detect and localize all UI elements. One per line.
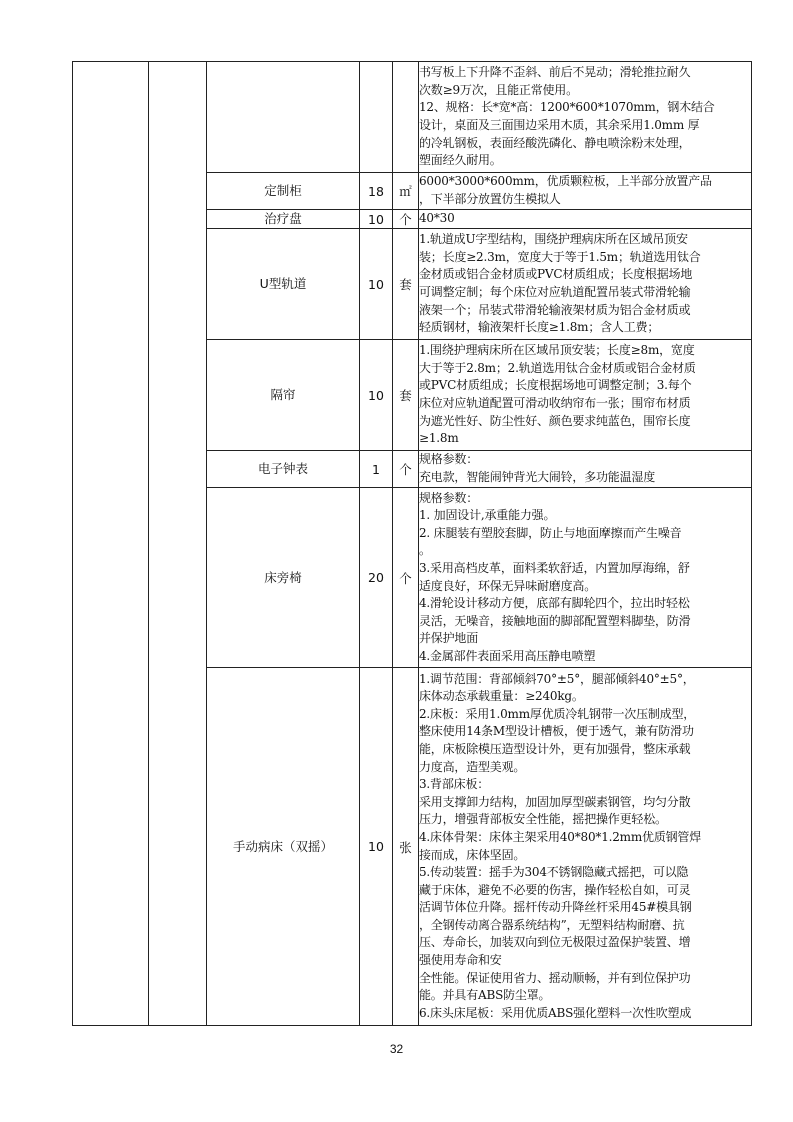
item-unit: 个 <box>393 210 419 229</box>
item-specification <box>419 229 752 340</box>
spec-line: 液架一个；吊装式带滑轮输液架材质为铝合金材质或 <box>419 302 691 317</box>
page-number: 32 <box>389 1042 404 1056</box>
item-quantity: 18 <box>360 173 393 210</box>
item-quantity: 10 <box>360 340 393 451</box>
spec-line: 4.床体骨架：床体主架采用40*80*1.2mm优质钢管焊 <box>419 829 702 844</box>
spec-line: 强使用寿命和安 <box>419 953 502 968</box>
spec-line: 整床使用14条M型设计槽板，便于透气，兼有防滑功 <box>419 724 694 739</box>
item-unit: 套 <box>393 229 419 340</box>
spec-line: 塑面经久耐用。 <box>419 153 502 168</box>
item-specification <box>419 668 752 1026</box>
item-name: 床旁椅 <box>207 488 360 668</box>
merged-category-cell <box>149 62 207 1026</box>
item-specification <box>419 62 752 173</box>
spec-line: 压、寿命长，加装双向到位无极限过盈保护装置、增 <box>419 935 691 950</box>
spec-line: 12、规格：长*宽*高：1200*600*1070mm，钢木结合 <box>419 100 715 115</box>
item-specification <box>419 173 752 210</box>
spec-line: 6000*3000*600mm，优质颗粒板，上半部分放置产品 <box>419 174 712 189</box>
spec-line: 能。并具有ABS防尘罩。 <box>419 988 551 1003</box>
equipment-spec-table <box>72 61 752 1026</box>
spec-line: 规格参数： <box>419 452 479 467</box>
item-name: 电子钟表 <box>207 451 360 488</box>
spec-line: 书写板上下升降不歪斜、前后不晃动；滑轮推拉耐久 <box>419 65 691 80</box>
item-unit: 个 <box>393 451 419 488</box>
spec-line: 灵活，无噪音，接触地面的脚部配置塑料脚垫，防滑 <box>419 613 691 628</box>
item-name: U型轨道 <box>207 229 360 340</box>
item-unit: 个 <box>393 488 419 668</box>
spec-line: 可调整定制；每个床位对应轨道配置吊装式带滑轮输 <box>419 285 691 299</box>
merged-index-cell <box>73 62 149 1026</box>
spec-line: 6.床头床尾板：采用优质ABS强化塑料一次性吹塑成 <box>419 1005 692 1020</box>
item-name: 隔帘 <box>207 340 360 451</box>
spec-line: 采用支撑卸力结构，加固加厚型碳素钢管，均匀分散 <box>419 794 691 809</box>
item-name: 手动病床（双摇） <box>207 668 360 1026</box>
spec-line: ，全钢传动离合器系统结构”，无塑料结构耐磨、抗 <box>419 917 685 932</box>
spec-line: 压力，增强背部板安全性能，摇把操作更轻松。 <box>419 812 667 827</box>
spec-line: 全性能。保证使用省力、摇动顺畅，并有到位保护功 <box>419 970 691 985</box>
item-unit: ㎡ <box>393 173 419 210</box>
spec-line: 2.床板：采用1.0mm厚优质冷轧钢带一次压制成型， <box>419 706 696 721</box>
spec-line: 适度良好，环保无异味耐磨度高。 <box>419 578 597 593</box>
spec-line: 1.轨道成U字型结构，围绕护理病床所在区域吊顶安 <box>419 232 688 247</box>
spec-line: 大于等于2.8m；2.轨道选用钛合金材质或铝合金材质 <box>419 360 696 375</box>
item-unit: 套 <box>393 340 419 451</box>
item-quantity: 1 <box>360 451 393 488</box>
spec-line: 4.滑轮设计移动方便，底部有脚轮四个，拉出时轻松 <box>419 596 690 611</box>
spec-line: 1.围绕护理病床所在区域吊顶安装；长度≥8m，宽度 <box>419 343 695 358</box>
spec-line: 设计，桌面及三面围边采用木质，其余采用1.0mm 厚 <box>419 118 700 132</box>
spec-line: ≥1.8m <box>419 431 459 446</box>
spec-line: 5.传动装置：摇手为304不锈钢隐藏式摇把，可以隐 <box>419 865 689 880</box>
item-name <box>207 62 360 173</box>
spec-line: 床位对应轨道配置可滑动收纳帘布一张；围帘布材质 <box>419 396 691 410</box>
spec-line: 装；长度≥2.3m，宽度大于等于1.5m；轨道选用钛合 <box>419 249 701 264</box>
spec-line: 力度高，造型美观。 <box>419 759 526 774</box>
spec-line: 活调节体位升降。摇杆传动升降丝杆采用45#模具钢 <box>419 900 692 915</box>
item-specification <box>419 210 752 229</box>
item-quantity: 20 <box>360 488 393 668</box>
spec-line: 或PVC材质组成；长度根据场地可调整定制；3.每个 <box>419 378 692 393</box>
spec-line: 次数≥9万次，且能正常使用。 <box>419 82 578 97</box>
item-name: 治疗盘 <box>207 210 360 229</box>
item-name: 定制柜 <box>207 173 360 210</box>
spec-line: 1. 加固设计,承重能力强。 <box>419 508 556 523</box>
spec-line: 的冷轧钢板，表面经酸洗磷化、静电喷涂粉末处理， <box>419 135 691 150</box>
item-quantity: 10 <box>360 210 393 229</box>
spec-line: 1.调节范围：背部倾斜70°±5°，腿部倾斜40°±5°， <box>419 671 695 686</box>
item-unit: 张 <box>393 668 419 1026</box>
spec-line: 并保护地面 <box>419 631 479 646</box>
item-unit <box>393 62 419 173</box>
spec-line: 为遮光性好、防尘性好、颜色要求纯蓝色，围帘长度 <box>419 413 691 428</box>
spec-line: 床体动态承载重量：≥240kg。 <box>419 689 584 704</box>
spec-line: 3.采用高档皮革，面料柔软舒适，内置加厚海绵，舒 <box>419 560 690 575</box>
item-specification <box>419 488 752 668</box>
spec-line: 2. 床腿装有塑胶套脚，防止与地面摩擦而产生噪音 <box>419 525 682 540</box>
item-quantity: 10 <box>360 668 393 1026</box>
spec-line: ，下半部分放置仿生模拟人 <box>419 192 561 206</box>
spec-line: 40*30 <box>419 211 455 226</box>
spec-line: 藏于床体，避免不必要的伤害，操作轻松自如，可灵 <box>419 882 691 897</box>
spec-line: 规格参数： <box>419 490 479 505</box>
spec-line: 轻质钢材，输液架杆长度≥1.8m；含人工费； <box>419 320 660 335</box>
item-specification <box>419 451 752 488</box>
spec-table-body <box>73 62 752 1026</box>
item-quantity: 10 <box>360 229 393 340</box>
spec-line: 接而成，床体坚固。 <box>419 847 526 862</box>
spec-line: 金材质或铝合金材质或PVC材质组成；长度根据场地 <box>419 267 693 282</box>
table-row <box>73 62 752 173</box>
item-specification <box>419 340 752 451</box>
spec-line: 3.背部床板： <box>419 777 490 792</box>
spec-line: 能，床板除模压造型设计外，更有加强骨，整床承载 <box>419 741 691 756</box>
spec-line: 充电款，智能闹钟背光大闹铃，多功能温湿度 <box>419 470 656 484</box>
item-quantity <box>360 62 393 173</box>
spec-line: 4.金属部件表面采用高压静电喷塑 <box>419 648 596 663</box>
spec-line: 。 <box>419 543 431 558</box>
